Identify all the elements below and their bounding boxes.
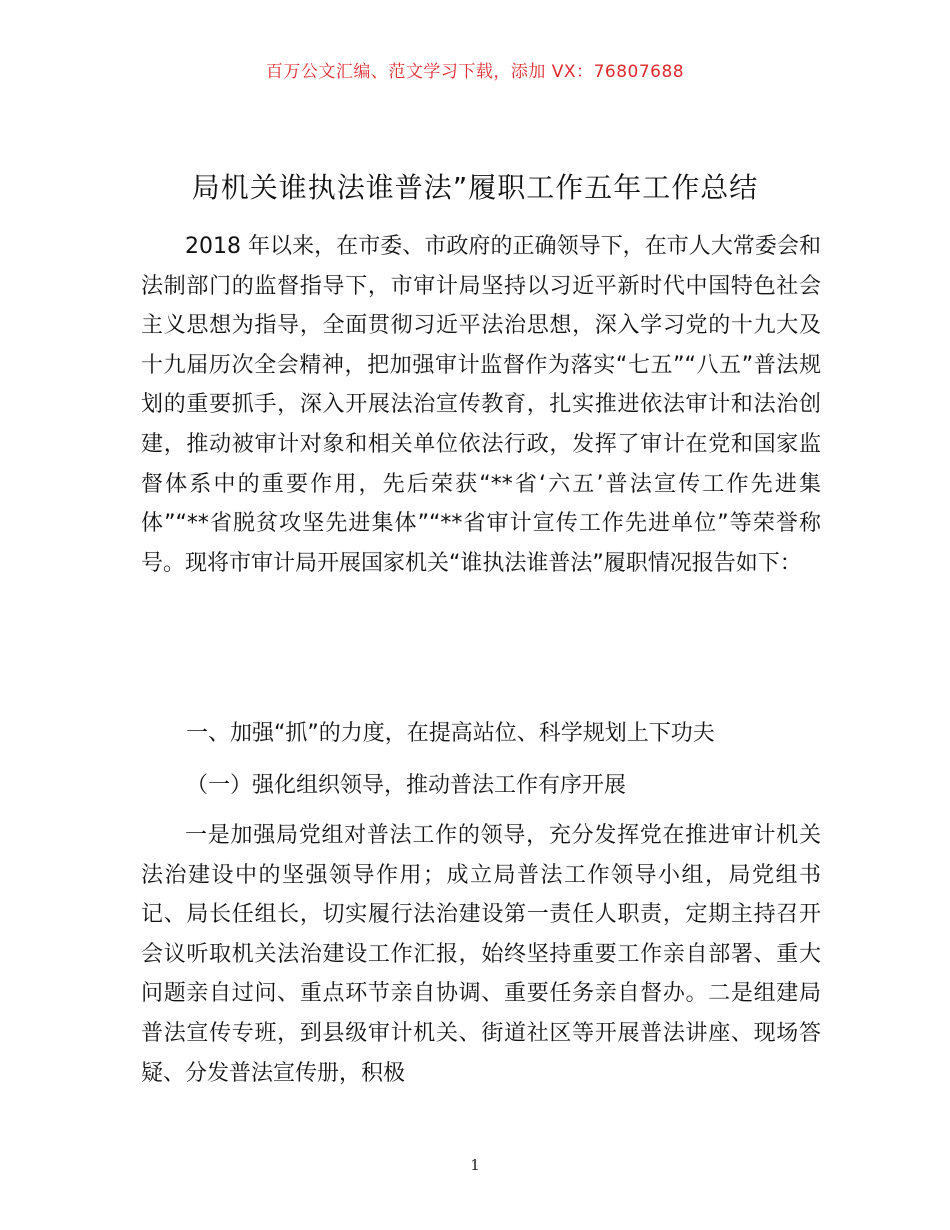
subsection-heading: （一）强化组织领导，推动普法工作有序开展	[186, 773, 627, 798]
page-number: 1	[470, 1156, 480, 1174]
document-title: 局机关谁执法谁普法”履职工作五年工作总结	[191, 171, 759, 204]
section-heading: 一、加强“抓”的力度，在提高站位、科学规划上下功夫	[186, 721, 715, 746]
body-paragraph: 一是加强局党组对普法工作的领导，充分发挥党在推进审计机关法治建设中的坚强领导作用；成立局普法工作领导小组，局党组书记、局长任组长，切实履行法治建设第一责任人职责，定期主持召开会议听取机关法治建设工作汇报，始终坚持重要工作亲自部署、重大问题亲自过问、重点环节亲自协调、重要任务亲自督办。二是组建局普法宣传专班，到县级审计机关、街道社区等开展普法讲座、现场答疑、分发普法宣传册，积极	[141, 823, 821, 1086]
header-banner: 百万公文汇编、范文学习下载，添加 VX：76807688	[265, 62, 685, 82]
intro-paragraph: 2018 年以来，在市委、市政府的正确领导下，在市人大常委会和法制部门的监督指导下，市审计局坚持以习近平新时代中国特色社会主义思想为指导，全面贯彻习近平法治思想，深入学习党的十九大及十九届历次全会精神，把加强审计监督作为落实“七五”“八五”普法规划的重要抓手，深入开展法治宣传教育，扎实推进依法审计和法治创建，推动被审计对象和相关单位依法行政，发挥了审计在党和国家监督体系中的重要作用，先后荣获“**省‘六五’普法宣传工作先进集体”“**省脱贫攻坚先进集体”“**省审计宣传工作先进单位”等荣誉称号。现将市审计局开展国家机关“谁执法谁普法”履职情况报告如下：	[141, 234, 821, 576]
